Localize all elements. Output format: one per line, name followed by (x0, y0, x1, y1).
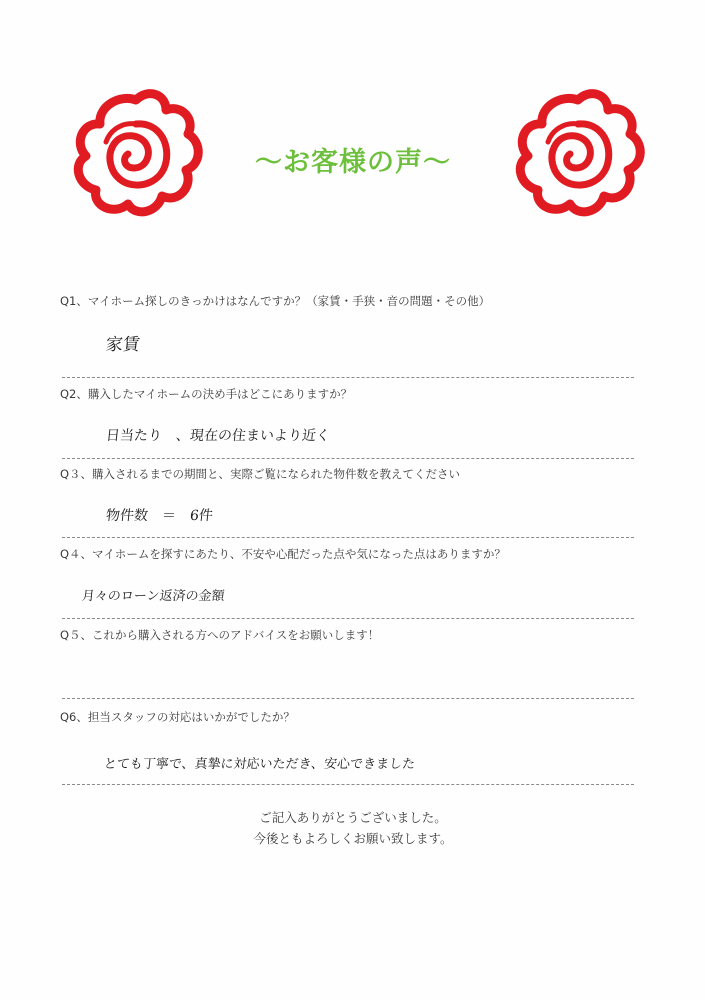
divider (62, 377, 634, 378)
question-5: Q５、これから購入される方へのアドバイスをお願いします！ (60, 628, 380, 642)
red-rose-icon (508, 82, 648, 222)
divider (62, 537, 634, 538)
page-title: ～お客様の声～ (255, 147, 451, 178)
closing-line-1: ご記入ありがとうございました。 (259, 810, 447, 825)
divider (62, 698, 634, 699)
answer-4: 月々のローン返済の金額 (81, 589, 226, 604)
question-3: Q３、購入されるまでの期間と、実際ご覧になられた物件数を教えてください (60, 467, 461, 481)
answer-6: とても丁寧で、真摯に対応いただき、安心できました (103, 757, 416, 772)
answer-3: 物件数 ＝ 6件 (105, 508, 214, 524)
question-2: Q2、購入したマイホームの決め手はどこにありますか？ (60, 387, 353, 401)
divider (62, 784, 634, 785)
question-4: Q４、マイホームを探すにあたり、不安や心配だった点や気になった点はありますか？ (60, 547, 506, 561)
question-6: Q6、担当スタッフの対応はいかがでしたか？ (60, 710, 295, 724)
divider (62, 458, 634, 459)
answer-2: 日当たり 、現在の住まいより近く (105, 428, 331, 444)
closing-line-2: 今後ともよろしくお願い致します。 (253, 831, 453, 846)
question-1: Q1、マイホーム探しのきっかけはなんですか？（家賃・手狭・音の問題・その他） (60, 294, 491, 308)
answer-1: 家賃 (104, 335, 141, 355)
divider (62, 618, 634, 619)
